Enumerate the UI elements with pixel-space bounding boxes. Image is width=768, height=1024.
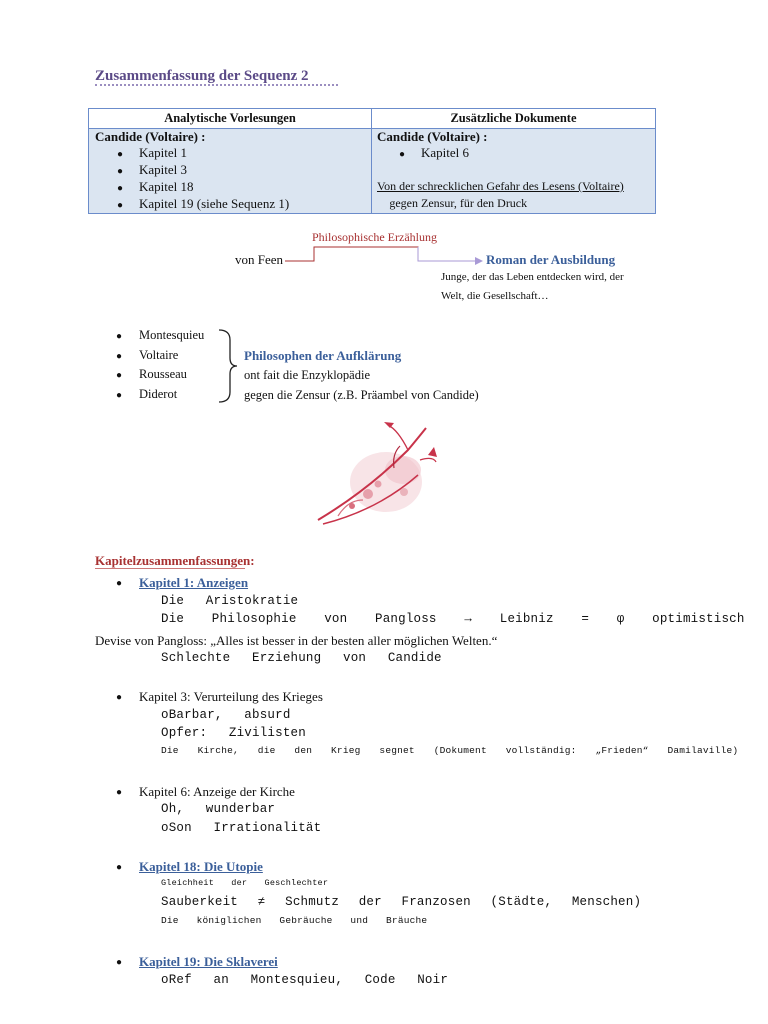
bullet-icon: ●: [116, 957, 123, 968]
chapter-line: Schlechte Erziehung von Candide: [161, 651, 442, 665]
chapter-line: oSon Irrationalität: [161, 821, 322, 835]
chapter-line: Die königlichen Gebräuche und Bräuche: [161, 915, 428, 926]
chapter-line: Die Philosophie von Pangloss → Leibniz = φ optimistisch: [161, 612, 745, 626]
bullet-icon: ●: [399, 149, 406, 160]
chapter-line: Gleichheit der Geschlechter: [161, 878, 329, 888]
philosophers-note: ont fait die Enzyklopädie: [244, 368, 371, 382]
list-item: Kapitel 18: [139, 179, 194, 194]
bullet-icon: ●: [116, 351, 123, 362]
philosopher-name: Diderot: [139, 387, 178, 401]
table-cell-analytic: [89, 129, 371, 213]
bullet-icon: ●: [117, 166, 124, 177]
bullet-icon: ●: [116, 390, 123, 401]
philosophers-label: Philosophen der Aufklärung: [244, 348, 402, 363]
diagram-right-desc: Junge, der das Leben entdecken wird, der: [441, 271, 624, 283]
diagram-top: Philosophische Erzählung: [312, 230, 437, 244]
list-item: Kapitel 6: [421, 145, 470, 160]
chapter-line: oRef an Montesquieu, Code Noir: [161, 973, 449, 987]
chapter-title: Kapitel 1: Anzeigen: [139, 575, 249, 590]
page-title: Zusammenfassung der Sequenz 2: [95, 68, 309, 84]
list-item: Kapitel 1: [139, 145, 188, 160]
diagram-left: von Feen: [235, 252, 284, 267]
diagram-right-desc: Welt, die Gesellschaft…: [441, 290, 549, 302]
cell-title: Candide (Voltaire) :: [377, 129, 488, 144]
bullet-icon: ●: [116, 862, 123, 873]
chapters-title: Kapitelzusammenfassungen:: [95, 553, 255, 568]
bullet-icon: ●: [117, 149, 124, 160]
summary-table: [88, 108, 656, 214]
table-cell-documents: [372, 129, 655, 213]
table-divider: [371, 109, 372, 213]
chapter-line: Oh, wunderbar: [161, 802, 276, 816]
chapter-title: Kapitel 18: Die Utopie: [139, 859, 263, 874]
table-header-documents: Zusätzliche Dokumente: [372, 109, 655, 129]
chapter-line: Sauberkeit ≠ Schmutz der Franzosen (Städte, Menschen): [161, 895, 642, 909]
chapter-title: Kapitel 3: Verurteilung des Krieges: [139, 689, 323, 704]
chapter-line: Die Kirche, die den Krieg segnet (Dokument vollständig: „Frieden“ Damilaville): [161, 745, 739, 756]
diagram-right: Roman der Ausbildung: [486, 252, 616, 267]
arrow-head-icon: [475, 257, 483, 265]
chapter-line: Die Aristokratie: [161, 594, 299, 608]
philosophers-note: gegen die Zensur (z.B. Präambel von Candide): [244, 388, 479, 402]
brace-icon: [216, 328, 238, 404]
philosopher-name: Rousseau: [139, 367, 187, 381]
title-underline: [95, 84, 338, 86]
connector-line-right: [418, 247, 475, 261]
document-title: Von der schrecklichen Gefahr des Lesens (Voltaire): [377, 179, 624, 193]
chapter-title: Kapitel 6: Anzeige der Kirche: [139, 784, 295, 799]
connector-line: [285, 247, 470, 261]
floral-ornament-icon: [308, 420, 448, 532]
document-note: gegen Zensur, für den Druck: [377, 196, 515, 210]
bullet-icon: ●: [116, 578, 123, 589]
bullet-icon: ●: [116, 331, 123, 342]
bullet-icon: ●: [117, 183, 124, 194]
bullet-icon: ●: [116, 692, 123, 703]
list-item: Kapitel 19 (siehe Sequenz 1): [139, 196, 290, 211]
philosopher-name: Voltaire: [139, 348, 179, 362]
table-header-analytic: Analytische Vorlesungen: [89, 109, 371, 129]
cell-title: Candide (Voltaire) :: [95, 129, 206, 144]
pangloss-motto: Devise von Pangloss: „Alles ist besser in der besten aller möglichen Welten.“: [95, 633, 498, 648]
bullet-icon: ●: [116, 787, 123, 798]
chapter-title: Kapitel 19: Die Sklaverei: [139, 954, 278, 969]
list-item: Kapitel 3: [139, 162, 188, 177]
chapter-line: Opfer: Zivilisten: [161, 726, 306, 740]
chapter-line: oBarbar, absurd: [161, 708, 291, 722]
bullet-icon: ●: [117, 200, 124, 211]
chapters-title-underline: [95, 568, 245, 569]
bullet-icon: ●: [116, 370, 123, 381]
philosopher-name: Montesquieu: [139, 328, 205, 342]
